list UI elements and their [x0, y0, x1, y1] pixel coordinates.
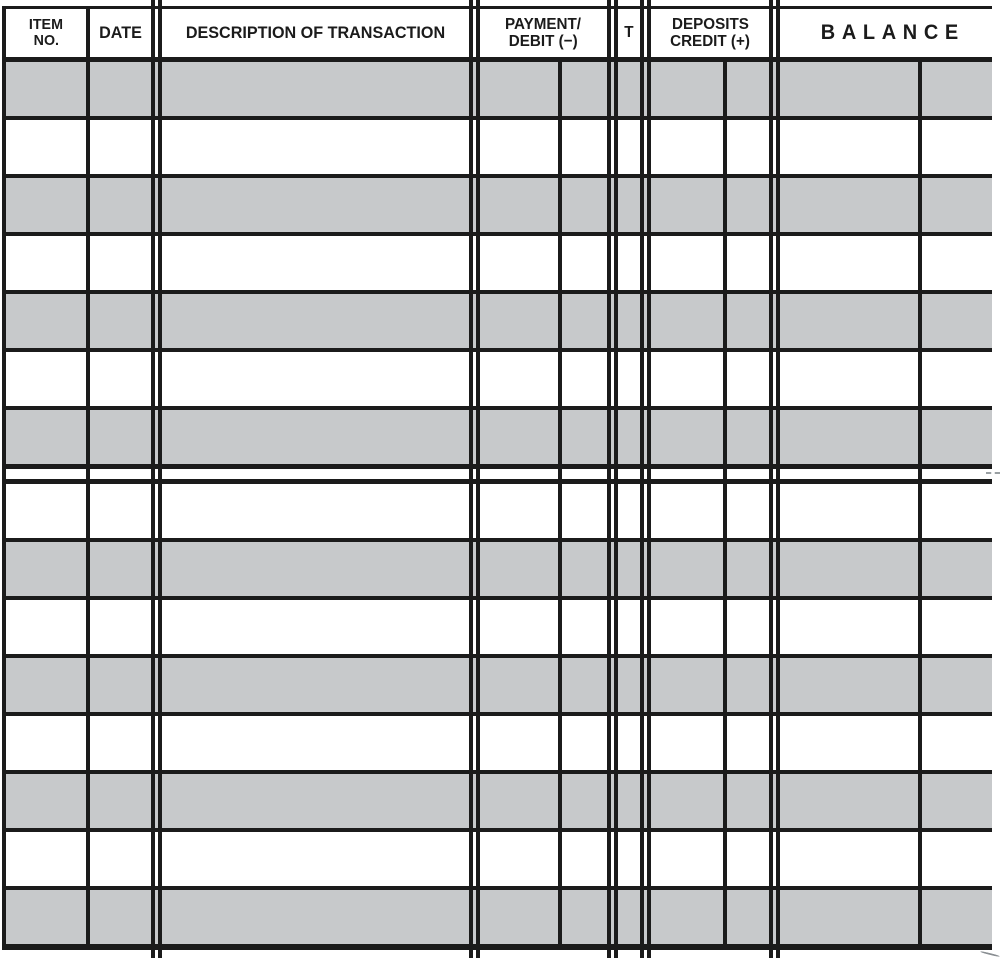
- fold-dashed-mark: [986, 472, 1000, 474]
- deposits-balance-divider-1: [769, 0, 773, 958]
- payment-cents-divider: [558, 57, 562, 950]
- column-header-item-no: [6, 9, 86, 57]
- column-header-payment-debit: [480, 9, 607, 57]
- item-no-label-line1: ITEM: [28, 15, 64, 33]
- column-header-balance: [780, 9, 999, 57]
- item-date-divider: [86, 6, 90, 950]
- item-no-label-line2: NO.: [33, 32, 59, 49]
- t-deposits-divider-1: [640, 0, 644, 958]
- deposits-balance-divider-2: [776, 0, 780, 958]
- description-payment-divider-2: [476, 0, 480, 958]
- table-left-border: [2, 6, 6, 950]
- payment-label-line2: DEBIT (−): [509, 33, 578, 50]
- payment-label-line1: PAYMENT/: [505, 15, 582, 33]
- balance-label: BALANCE: [820, 20, 966, 44]
- page-curl-mark: [980, 951, 1000, 958]
- date-description-divider-2: [158, 0, 162, 958]
- column-header-t: [618, 9, 640, 57]
- deposits-label-line1: DEPOSITS: [671, 15, 749, 33]
- t-label: T: [624, 24, 634, 42]
- balance-cents-divider: [918, 57, 922, 950]
- column-header-deposits-credit: [651, 9, 769, 57]
- date-label: DATE: [99, 22, 142, 42]
- t-deposits-divider-2: [647, 0, 651, 958]
- column-header-description: [162, 9, 469, 57]
- description-label: DESCRIPTION OF TRANSACTION: [185, 22, 446, 42]
- description-payment-divider-1: [469, 0, 473, 958]
- date-description-divider-1: [151, 0, 155, 958]
- deposits-label-line2: CREDIT (+): [670, 33, 750, 50]
- deposits-cents-divider: [723, 57, 727, 950]
- payment-t-divider-1: [607, 0, 611, 958]
- column-header-date: [90, 9, 151, 57]
- payment-t-divider-2: [614, 0, 618, 958]
